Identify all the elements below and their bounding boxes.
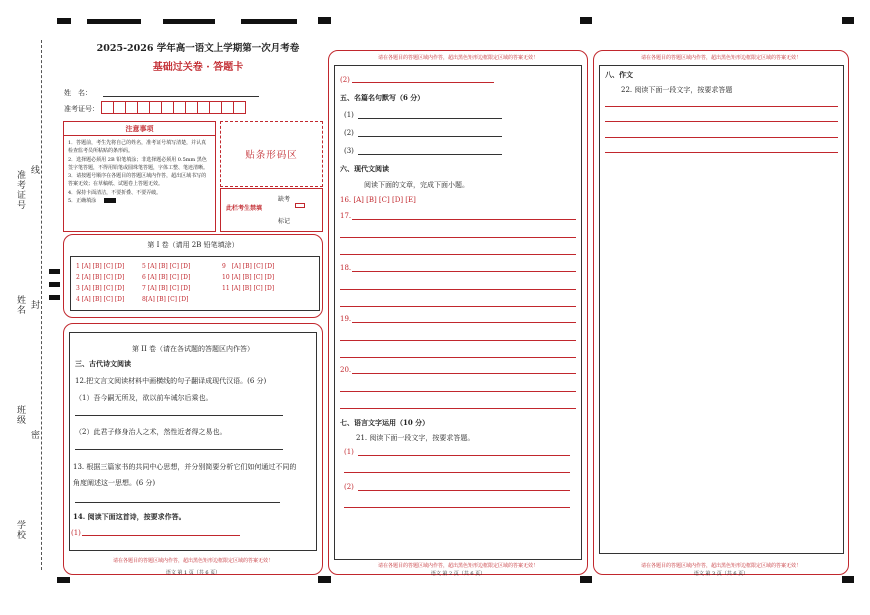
blank-1-label: (1) [344, 111, 354, 119]
middle-answer-box [334, 65, 582, 560]
alignment-mark [580, 576, 592, 583]
side-exam-id: 准考证号 [15, 170, 25, 210]
side-seal: 封 [29, 300, 39, 310]
answer-line[interactable] [344, 507, 570, 508]
alignment-mark [87, 19, 141, 24]
q14-1-label: (1) [71, 529, 81, 537]
answer-line[interactable] [352, 219, 576, 220]
side-secret: 密 [29, 430, 39, 440]
warning-text: 请在各题目的答题区域内作答，超出黑色矩形边框限定区域的答案无效！ [112, 558, 273, 564]
q12-1: （1）吾今嗣无所及，欲以前车诫尔后乘也。 [75, 394, 213, 402]
mcq-item[interactable]: 2 [A] [B] [C] [D] [76, 274, 125, 281]
blank-2-label: (2) [344, 129, 354, 137]
warning-text: 请在各题目的答题区域内作答，超出黑色矩形边框限定区域的答案无效！ [640, 55, 801, 61]
blank-3-label: (3) [344, 147, 354, 155]
page-footer: 语文 第 1 页（共 6 页） [165, 570, 221, 576]
q12-prompt: 12.把文言文阅读材料中画横线的句子翻译成现代汉语。(6 分) [75, 377, 267, 385]
q21-prompt: 21. 阅读下面一段文字，按要求答题。 [356, 434, 475, 442]
side-line: 线 [29, 165, 39, 175]
absent-label: 缺考 [278, 196, 291, 203]
warning-text: 请在各题目的答题区域内作答，超出黑色矩形边框限定区域的答案无效！ [377, 563, 538, 569]
answer-line[interactable] [344, 472, 570, 473]
alignment-mark [842, 17, 854, 24]
section-5-heading: 五、名篇名句默写（6 分） [340, 93, 425, 102]
absent-checkbox[interactable] [295, 203, 305, 208]
answer-line[interactable] [352, 322, 576, 323]
answer-line[interactable] [340, 340, 576, 341]
warning-text: 请在各题目的答题区域内作答，超出黑色矩形边框限定区域的答案无效！ [377, 55, 538, 61]
q19-label: 19. [340, 315, 352, 323]
q20-label: 20. [340, 366, 352, 374]
side-school: 学校 [15, 520, 25, 540]
notice-title: 注意事项 [64, 122, 215, 136]
alignment-mark [49, 269, 60, 274]
part2-title: 第 II 卷（请在各试题的答题区内作答） [132, 345, 254, 353]
page-title: 2025-2026 学年高一语文上学期第一次月考卷 [96, 43, 300, 54]
mcq-col-2[interactable] [142, 261, 190, 305]
answer-line[interactable] [352, 82, 494, 83]
mcq-col-3[interactable] [222, 261, 274, 294]
example-label: 5．正确填涂 [68, 198, 97, 205]
section-6-intro: 阅读下面的文章，完成下面小题。 [364, 181, 469, 189]
mcq-item[interactable]: 3 [A] [B] [C] [D] [76, 285, 125, 292]
answer-line[interactable] [358, 136, 502, 137]
absent-box [220, 188, 323, 232]
essay-line[interactable] [605, 137, 838, 138]
section-3-heading: 三、古代诗文阅读 [75, 359, 131, 368]
q13-line-2: 角度阐述这一思想。(6 分) [73, 479, 156, 487]
answer-line[interactable] [340, 306, 576, 307]
page-footer: 语文 第 3 页（共 6 页） [693, 571, 749, 577]
alignment-mark [49, 282, 60, 287]
mcq-title: 第 I 卷（请用 2B 铅笔填涂） [147, 241, 239, 249]
essay-line[interactable] [605, 152, 838, 153]
mcq-item[interactable]: 5 [A] [B] [C] [D] [142, 263, 191, 270]
alignment-mark [57, 577, 70, 583]
mcq-item[interactable]: 10 [A] [B] [C] [D] [222, 274, 275, 281]
q14-prompt: 14. 阅读下面这首诗，按要求作答。 [73, 512, 186, 521]
answer-line[interactable] [358, 118, 502, 119]
mark-label: 标记 [278, 218, 291, 225]
section-7-heading: 七、语言文字运用（10 分） [340, 418, 430, 427]
notice-item-2: 2．选择题必须用 2B 铅笔填涂；非选择题必须用 0.5mm 黑色签字笔答题，不得用铅笔或圆珠笔答题，字体工整、笔迹清晰。 [68, 156, 209, 171]
exam-id-boxes[interactable] [101, 101, 245, 114]
q22-prompt: 22. 阅读下面一段文字，按要求答题 [621, 86, 733, 94]
answer-line[interactable] [352, 271, 576, 272]
name-field[interactable] [103, 96, 259, 97]
mcq-item[interactable]: 4 [A] [B] [C] [D] [76, 296, 125, 303]
mcq-item[interactable]: 9 [A] [B] [C] [D] [222, 263, 275, 270]
filled-example [104, 198, 116, 203]
alignment-mark [842, 576, 854, 583]
essay-answer-box [599, 65, 844, 554]
q21-1-label: (1) [344, 448, 354, 456]
alignment-mark [49, 295, 60, 300]
answer-line[interactable] [358, 455, 570, 456]
q16-options[interactable]: 16. [A] [B] [C] [D] [E] [340, 196, 416, 204]
q12-2: （2）此君子修身治人之术，然性近者得之易也。 [75, 428, 227, 436]
dashed-cut-line [41, 40, 42, 570]
section-8-heading: 八、作文 [605, 70, 633, 79]
q15-2-label: (2) [340, 76, 350, 84]
side-name: 姓名 [15, 295, 25, 315]
alignment-mark [318, 576, 331, 583]
alignment-mark [318, 17, 331, 24]
notice-box [63, 121, 216, 232]
warning-text: 请在各题目的答题区域内作答，超出黑色矩形边框限定区域的答案无效！ [640, 563, 801, 569]
q13-line-1: 13. 根据三篇家书的共同中心思想，并分别简要分析它们如何通过不同的 [73, 463, 297, 471]
answer-line[interactable] [340, 357, 576, 358]
answer-line[interactable] [75, 415, 283, 416]
mcq-col-1[interactable] [76, 261, 124, 305]
mcq-item[interactable]: 7 [A] [B] [C] [D] [142, 285, 191, 292]
notice-example [68, 197, 211, 205]
name-label: 姓 名： [64, 89, 92, 97]
alignment-mark [163, 19, 215, 24]
barcode-label: 贴条形码区 [245, 150, 298, 161]
answer-line[interactable] [340, 289, 576, 290]
answer-line[interactable] [358, 154, 502, 155]
answer-line[interactable] [75, 502, 280, 503]
mcq-item[interactable]: 8[A] [B] [C] [D] [142, 296, 189, 303]
mcq-item[interactable]: 11 [A] [B] [C] [D] [222, 285, 275, 292]
alignment-mark [241, 19, 297, 24]
notice-item-1: 1．答题前，考生先将自己的姓名，准考证号填写清楚，并认真检查监考员所粘贴的条形码。 [68, 140, 207, 155]
q17-label: 17. [340, 212, 352, 220]
answer-line[interactable] [340, 237, 576, 238]
essay-line[interactable] [605, 121, 838, 122]
section-6-heading: 六、现代文阅读 [340, 164, 389, 173]
answer-line[interactable] [75, 449, 283, 450]
mcq-item[interactable]: 6 [A] [B] [C] [D] [142, 274, 191, 281]
q21-2-label: (2) [344, 483, 354, 491]
answer-line[interactable] [340, 391, 576, 392]
notice-item-4: 4．保持卡面清洁，不要折叠、不要弄破。 [68, 189, 162, 196]
exam-id-label: 准考证号： [64, 105, 99, 113]
barcode-area [220, 121, 323, 187]
q18-label: 18. [340, 264, 352, 272]
answer-line[interactable] [82, 535, 240, 536]
forbid-label: 此栏考生禁填 [226, 205, 263, 212]
answer-line[interactable] [358, 490, 570, 491]
alignment-mark [57, 18, 71, 24]
side-class: 班级 [15, 405, 25, 425]
alignment-mark [580, 17, 592, 24]
essay-line[interactable] [605, 106, 838, 107]
answer-line[interactable] [352, 373, 576, 374]
notice-item-3: 3．请按题号顺序在各题目的答题区域内作答，超出区域书写的答案无效；在草稿纸、试题卷上答题无效。 [68, 173, 207, 188]
answer-line[interactable] [340, 254, 576, 255]
page-footer: 语文 第 2 页（共 6 页） [430, 571, 486, 577]
page-subtitle: 基础过关卷 · 答题卡 [152, 62, 244, 73]
mcq-item[interactable]: 1 [A] [B] [C] [D] [76, 263, 125, 270]
answer-line[interactable] [340, 408, 576, 409]
